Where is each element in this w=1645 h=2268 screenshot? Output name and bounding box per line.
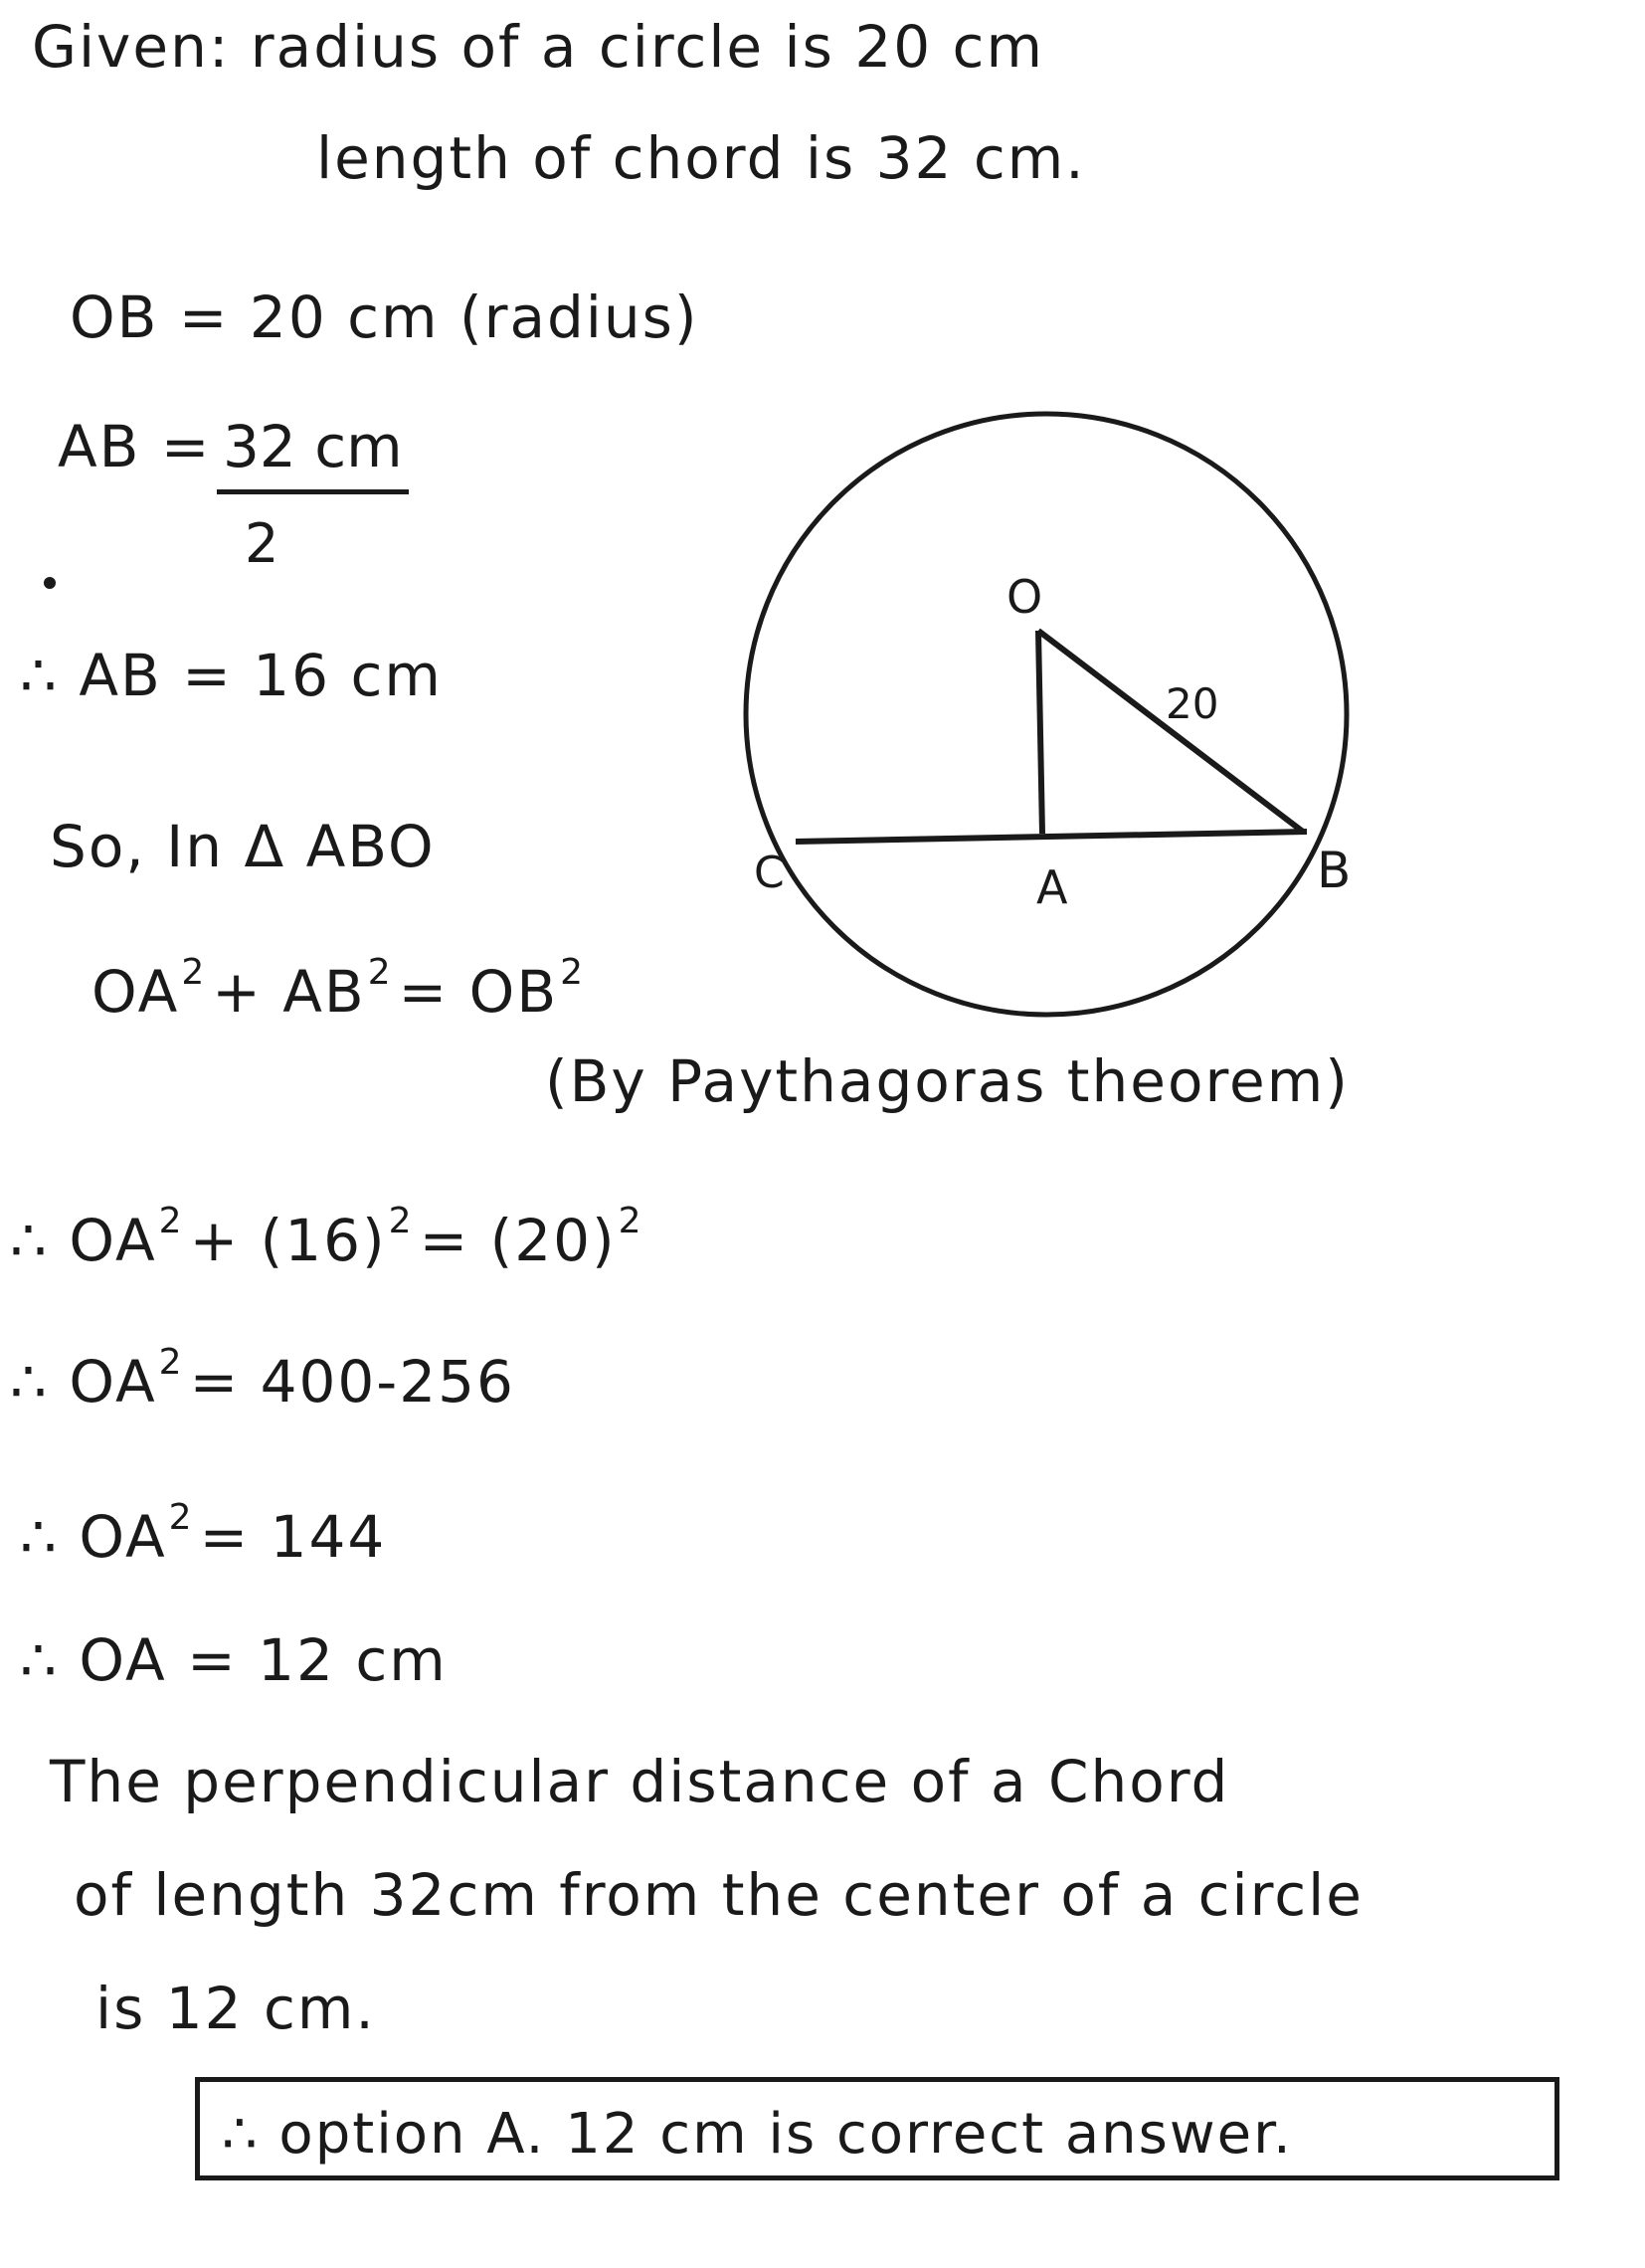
radius-ob bbox=[1038, 631, 1303, 832]
circle-outline bbox=[746, 414, 1347, 1015]
pyth-ob: = OB bbox=[398, 958, 559, 1026]
conclusion-line-2: of length 32cm from the center of a circle bbox=[74, 1861, 1364, 1929]
label-b: B bbox=[1317, 842, 1352, 899]
given-line-2: length of chord is 32 cm. bbox=[316, 124, 1086, 192]
perpendicular-oa bbox=[1038, 631, 1042, 834]
given-line-1: Given: radius of a circle is 20 cm bbox=[32, 13, 1044, 81]
conclusion-line-1: The perpendicular distance of a Chord bbox=[50, 1748, 1230, 1815]
pyth-ab: + AB bbox=[212, 958, 366, 1026]
stray-dot bbox=[44, 577, 56, 589]
label-radius: 20 bbox=[1166, 679, 1219, 728]
triangle-statement: So, In Δ ABO bbox=[50, 813, 436, 880]
pythagoras-reason: (By Paythagoras theorem) bbox=[545, 1047, 1350, 1115]
label-a: A bbox=[1036, 860, 1068, 914]
final-value: ∴ OA = 12 cm bbox=[20, 1626, 448, 1694]
ab-numerator: 32 cm bbox=[217, 418, 409, 494]
label-o: O bbox=[1006, 570, 1043, 624]
ab-denominator: 2 bbox=[245, 512, 279, 575]
label-c: C bbox=[754, 848, 785, 898]
chord-cb bbox=[796, 832, 1307, 842]
answer-text: ∴ option A. 12 cm is correct answer. bbox=[222, 2102, 1293, 2167]
ab-result: ∴ AB = 16 cm bbox=[20, 642, 443, 709]
pyth-oa: OA bbox=[91, 958, 180, 1026]
substitution-2: ∴ $OA^2 = 400-256$ bbox=[10, 1342, 515, 1416]
pythagoras-equation: $OA^2 + AB^2 = OB^2$ bbox=[91, 952, 586, 1026]
ab-lhs: AB = bbox=[58, 413, 212, 480]
substitution-3: ∴ $OA^2 = 144$ bbox=[20, 1497, 387, 1571]
ob-statement: OB = 20 cm (radius) bbox=[70, 284, 699, 351]
conclusion-line-3: is 12 cm. bbox=[95, 1975, 376, 2042]
substitution-1: ∴ $OA^2 + (16)^2 = (20)^2$ bbox=[10, 1201, 643, 1274]
